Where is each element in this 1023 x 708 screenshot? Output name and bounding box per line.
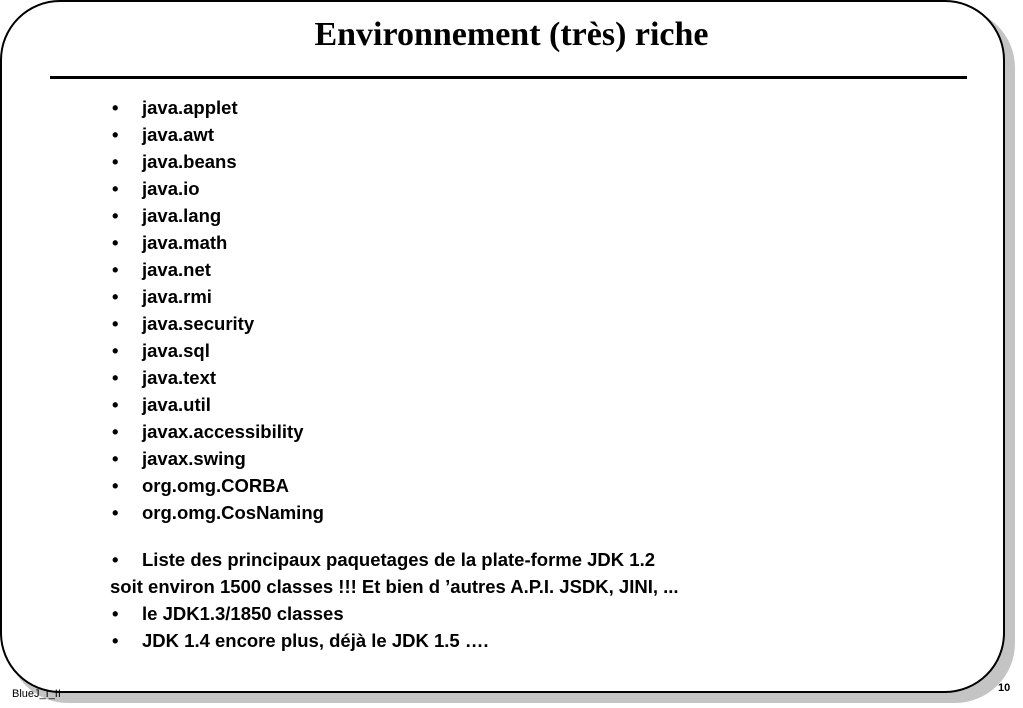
list-item bbox=[110, 283, 679, 310]
list-item bbox=[110, 229, 679, 256]
list-item bbox=[110, 337, 679, 364]
list-item bbox=[110, 175, 679, 202]
title-divider bbox=[50, 76, 967, 79]
note-text: le JDK1.3/1850 classes bbox=[142, 603, 344, 624]
package-name: java.applet bbox=[142, 97, 238, 118]
bullet: • bbox=[112, 475, 119, 496]
package-name: java.text bbox=[142, 367, 217, 388]
footer-label: BlueJ_I_II bbox=[12, 688, 61, 700]
package-name: java.lang bbox=[142, 205, 222, 226]
bullet: • bbox=[112, 259, 119, 280]
slide-title: Environnement (très) riche bbox=[314, 16, 709, 53]
package-name: org.omg.CORBA bbox=[142, 475, 289, 496]
bullet: • bbox=[112, 151, 119, 172]
package-name: javax.swing bbox=[142, 448, 246, 469]
bullet: • bbox=[112, 502, 119, 523]
list-item bbox=[110, 148, 679, 175]
list-item bbox=[110, 445, 679, 472]
list-item bbox=[110, 472, 679, 499]
bullet: • bbox=[112, 394, 119, 415]
note-item bbox=[110, 600, 679, 627]
package-name: java.math bbox=[142, 232, 228, 253]
package-name: org.omg.CosNaming bbox=[142, 502, 324, 523]
package-list bbox=[110, 94, 679, 526]
slide-content bbox=[110, 94, 679, 654]
package-name: java.rmi bbox=[142, 286, 212, 307]
bullet: • bbox=[112, 178, 119, 199]
bullet: • bbox=[112, 97, 119, 118]
bullet: • bbox=[112, 630, 119, 651]
note-text: Liste des principaux paquetages de la plate-forme JDK 1.2 bbox=[142, 549, 656, 570]
bullet: • bbox=[112, 367, 119, 388]
package-name: java.security bbox=[142, 313, 255, 334]
list-item bbox=[110, 499, 679, 526]
package-name: javax.accessibility bbox=[142, 421, 304, 442]
package-name: java.awt bbox=[142, 124, 214, 145]
package-name: java.beans bbox=[142, 151, 237, 172]
bullet: • bbox=[112, 448, 119, 469]
list-item bbox=[110, 256, 679, 283]
bullet: • bbox=[112, 603, 119, 624]
bullet: • bbox=[112, 205, 119, 226]
list-item bbox=[110, 391, 679, 418]
package-name: java.sql bbox=[142, 340, 210, 361]
package-name: java.io bbox=[142, 178, 200, 199]
note-text: JDK 1.4 encore plus, déjà le JDK 1.5 …. bbox=[142, 630, 489, 651]
list-item bbox=[110, 94, 679, 121]
package-name: java.util bbox=[142, 394, 211, 415]
list-item bbox=[110, 202, 679, 229]
note-text: soit environ 1500 classes !!! Et bien d ’autres A.P.I. JSDK, JINI, ... bbox=[110, 576, 679, 597]
note-item bbox=[110, 546, 679, 573]
bullet: • bbox=[112, 232, 119, 253]
page-number: 10 bbox=[998, 682, 1011, 694]
list-item bbox=[110, 310, 679, 337]
bullet: • bbox=[112, 421, 119, 442]
list-item bbox=[110, 418, 679, 445]
note-item bbox=[110, 627, 679, 654]
notes-block bbox=[110, 546, 679, 654]
package-name: java.net bbox=[142, 259, 211, 280]
list-item bbox=[110, 121, 679, 148]
note-continuation bbox=[110, 573, 679, 600]
bullet: • bbox=[112, 340, 119, 361]
bullet: • bbox=[112, 313, 119, 334]
list-item bbox=[110, 364, 679, 391]
bullet: • bbox=[112, 124, 119, 145]
bullet: • bbox=[112, 549, 119, 570]
bullet: • bbox=[112, 286, 119, 307]
